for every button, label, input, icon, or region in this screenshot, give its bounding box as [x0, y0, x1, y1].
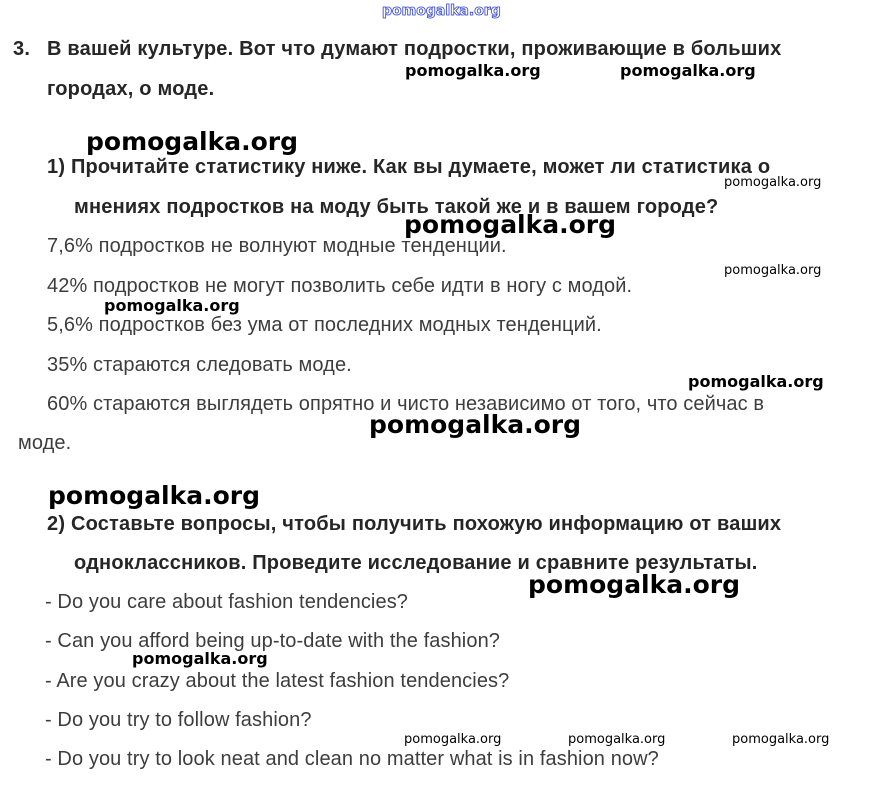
watermark: pomogalka.org [724, 175, 822, 190]
watermark: pomogalka.org [732, 732, 830, 747]
watermark: pomogalka.org [528, 570, 741, 599]
watermark: pomogalka.org [404, 732, 502, 747]
part2-heading-line2: одноклассников. Проведите исследование и сравните результаты. [74, 552, 758, 574]
question-item: - Are you crazy about the latest fashion tendencies? [45, 670, 510, 692]
watermark: pomogalka.org [104, 296, 240, 315]
watermark: pomogalka.org [688, 372, 824, 391]
stat-item: 7,6% подростков не волнуют модные тенденции. [47, 235, 507, 257]
watermark: pomogalka.org [86, 127, 299, 156]
stat-item: 35% стараются следовать моде. [47, 354, 352, 376]
watermark: pomogalka.org [620, 61, 756, 80]
stat-item-continuation: моде. [18, 432, 72, 454]
stat-item: 60% стараются выглядеть опрятно и чисто независимо от того, что сейчас в [47, 393, 765, 415]
part1-heading-line2: мнениях подростков на моду быть такой же и в вашем городе? [74, 196, 719, 218]
question-item: - Do you try to follow fashion? [45, 709, 312, 731]
question-item: - Can you afford being up-to-date with the fashion? [45, 630, 501, 652]
watermark: pomogalka.org [404, 210, 617, 239]
part1-heading-line1: 1) Прочитайте статистику ниже. Как вы думаете, может ли статистика о [47, 156, 771, 178]
top-watermark: pomogalka.org [382, 3, 501, 19]
stat-item: 5,6% подростков без ума от последних модных тенденций. [47, 314, 602, 336]
task-title-line2: городах, о моде. [47, 78, 215, 100]
question-item: - Do you care about fashion tendencies? [45, 591, 409, 613]
watermark: pomogalka.org [369, 410, 582, 439]
watermark: pomogalka.org [405, 61, 541, 80]
stat-item: 42% подростков не могут позволить себе идти в ногу с модой. [47, 275, 633, 297]
task-title-line1: В вашей культуре. Вот что думают подростки, проживающие в больших [47, 38, 782, 60]
watermark: pomogalka.org [568, 732, 666, 747]
part2-heading-line1: 2) Составьте вопросы, чтобы получить похожую информацию от ваших [47, 513, 782, 535]
task-number: 3. [13, 38, 31, 60]
watermark: pomogalka.org [48, 481, 261, 510]
question-item: - Do you try to look neat and clean no matter what is in fashion now? [45, 748, 659, 770]
watermark: pomogalka.org [132, 649, 268, 668]
watermark: pomogalka.org [724, 263, 822, 278]
